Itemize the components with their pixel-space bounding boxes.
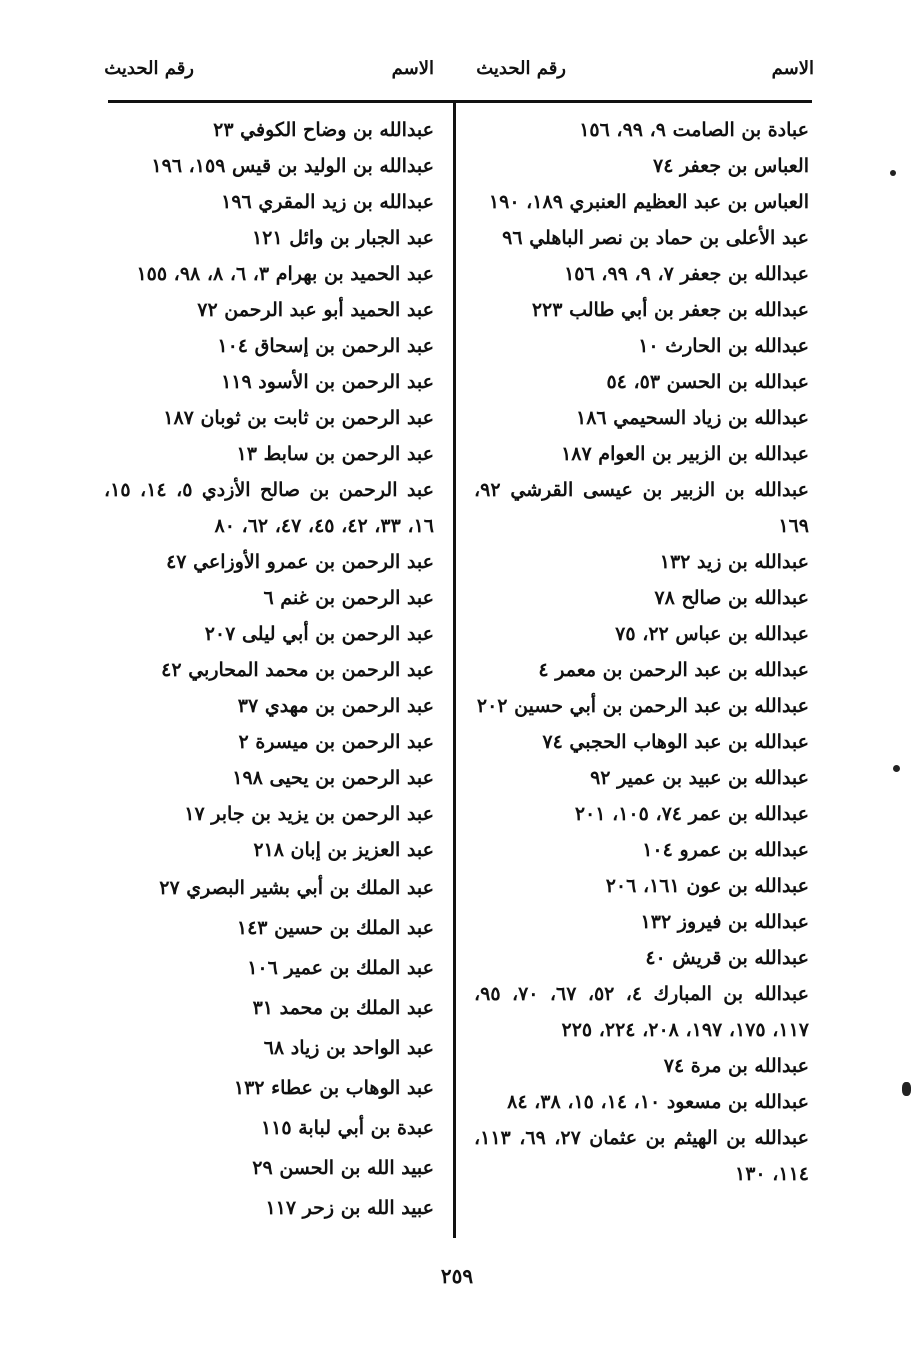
index-entry: عبد الملك بن عمير ١٠٦ [247,957,434,979]
index-entry: عبدالله بن عون ١٦١، ٢٠٦ [605,875,809,897]
index-entry: عبد الرحمن بن صالح الأزدي ٥، ١٤، ١٥، ١٦، ٣٣، ٤٢، ٤٥، ٤٧، ٦٢، ٨٠ [104,479,435,537]
index-entry: عبد الملك بن محمد ٣١ [252,997,434,1019]
index-entry: عبيد الله بن زحر ١١٧ [265,1197,434,1219]
index-entry: عبدالله بن الزبير بن عيسى القرشي ٩٢، ١٦٩ [474,479,809,537]
index-entry: عبد الوهاب بن عطاء ١٣٢ [233,1077,434,1099]
index-entry: عبدالله بن مرة ٧٤ [663,1055,809,1077]
left-column-name-header: الاسم [391,58,434,79]
index-entry: عبدالله بن زياد السحيمي ١٨٦ [576,407,809,429]
index-entry: عبدالله بن عبد الرحمن بن معمر ٤ [538,659,809,681]
index-entry: عبد الرحمن بن الأسود ١١٩ [221,371,434,393]
index-entry: عبدالله بن عباس ٢٢، ٧٥ [615,623,809,645]
index-entry: عبد الرحمن بن عمرو الأوزاعي ٤٧ [166,551,434,573]
index-entry: عبيد الله بن الحسن ٢٩ [252,1157,434,1179]
index-entry: عبد الواحد بن زياد ٦٨ [263,1037,434,1059]
page-number: ٢٥٩ [440,1264,474,1288]
index-entry: عبدالله بن الحسن ٥٣، ٥٤ [606,371,809,393]
index-entry: عبدالله بن عبيد بن عمير ٩٢ [590,767,809,789]
index-entry: عبدالله بن صالح ٧٨ [654,587,809,609]
index-entry: عبدالله بن جعفر بن أبي طالب ٢٢٣ [531,299,809,321]
column-divider [453,102,456,1238]
index-entry: عبد الملك بن أبي بشير البصري ٢٧ [159,877,434,899]
index-entry: عبد الأعلى بن حماد بن نصر الباهلي ٩٦ [502,227,809,249]
index-entry: عبد الرحمن بن محمد المحاربي ٤٢ [161,659,434,681]
index-entry: عبد العزيز بن إبان ٢١٨ [253,839,434,861]
index-entry: عبدالله بن جعفر ٧، ٩، ٩٩، ١٥٦ [564,263,809,285]
index-entry: عبدالله بن عبد الرحمن بن أبي حسين ٢٠٢ [476,695,809,717]
index-entry: عبدالله بن فيروز ١٣٢ [640,911,809,933]
index-entry: عبدالله بن مسعود ١٠، ١٤، ١٥، ٣٨، ٨٤ [507,1091,809,1113]
index-entry: عبد الرحمن بن إسحاق ١٠٤ [217,335,434,357]
header-rule [108,100,812,103]
scan-speck [890,170,896,176]
index-entry: عبد الجبار بن وائل ١٢١ [251,227,434,249]
index-entry: العباس بن عبد العظيم العنبري ١٨٩، ١٩٠ [488,191,809,213]
index-entry: عبد الرحمن بن سابط ١٣ [236,443,434,465]
index-entry: عبد الحميد أبو عبد الرحمن ٧٢ [197,299,434,321]
right-column-number-header: رقم الحديث [476,58,566,79]
index-entry: عبد الرحمن بن ميسرة ٢ [238,731,434,753]
index-entry: عبد الرحمن بن مهدي ٣٧ [237,695,434,717]
index-entry: عبدالله بن زيد المقري ١٩٦ [221,191,434,213]
index-entry: عبدالله بن وضاح الكوفي ٢٣ [213,119,434,141]
index-entry: عبدالله بن الزبير بن العوام ١٨٧ [561,443,809,465]
right-column-name-header: الاسم [771,58,814,79]
index-entry: عبد الرحمن بن غنم ٦ [263,587,434,609]
scan-speck [902,1082,911,1096]
index-entry: عبدالله بن عمر ٧٤، ١٠٥، ٢٠١ [574,803,809,825]
index-entry: عبد الرحمن بن أبي ليلى ٢٠٧ [204,623,434,645]
index-entry: عبدالله بن قريش ٤٠ [645,947,809,969]
index-entry: عبدالله بن الهيثم بن عثمان ٢٧، ٦٩، ١١٣، ١١٤، ١٣٠ [474,1127,810,1185]
index-entry: عبدالله بن الحارث ١٠ [638,335,809,357]
index-entry: عبد الرحمن بن يزيد بن جابر ١٧ [184,803,434,825]
index-entry: عبدالله بن عمرو ١٠٤ [642,839,809,861]
index-entry: عبدالله بن المبارك ٤، ٥٢، ٦٧، ٧٠، ٩٥، ١١٧، ١٧٥، ١٩٧، ٢٠٨، ٢٢٤، ٢٢٥ [474,983,809,1041]
left-column-number-header: رقم الحديث [104,58,194,79]
index-entry: عبادة بن الصامت ٩، ٩٩، ١٥٦ [579,119,809,141]
index-entry: العباس بن جعفر ٧٤ [653,155,809,177]
index-entry: عبدالله بن زيد ١٣٢ [659,551,809,573]
scan-speck [893,765,900,772]
index-entry: عبدة بن أبي لبابة ١١٥ [260,1117,434,1139]
index-entry: عبد الحميد بن بهرام ٣، ٦، ٨، ٩٨، ١٥٥ [136,263,434,285]
index-entry: عبدالله بن عبد الوهاب الحجبي ٧٤ [542,731,809,753]
index-entry: عبد الملك بن حسين ١٤٣ [236,917,434,939]
index-column-right [474,112,809,1192]
index-entry: عبد الرحمن بن يحيى ١٩٨ [232,767,434,789]
index-entry: عبدالله بن الوليد بن قيس ١٥٩، ١٩٦ [151,155,434,177]
index-entry: عبد الرحمن بن ثابت بن ثوبان ١٨٧ [163,407,434,429]
index-column-left [104,112,434,1228]
